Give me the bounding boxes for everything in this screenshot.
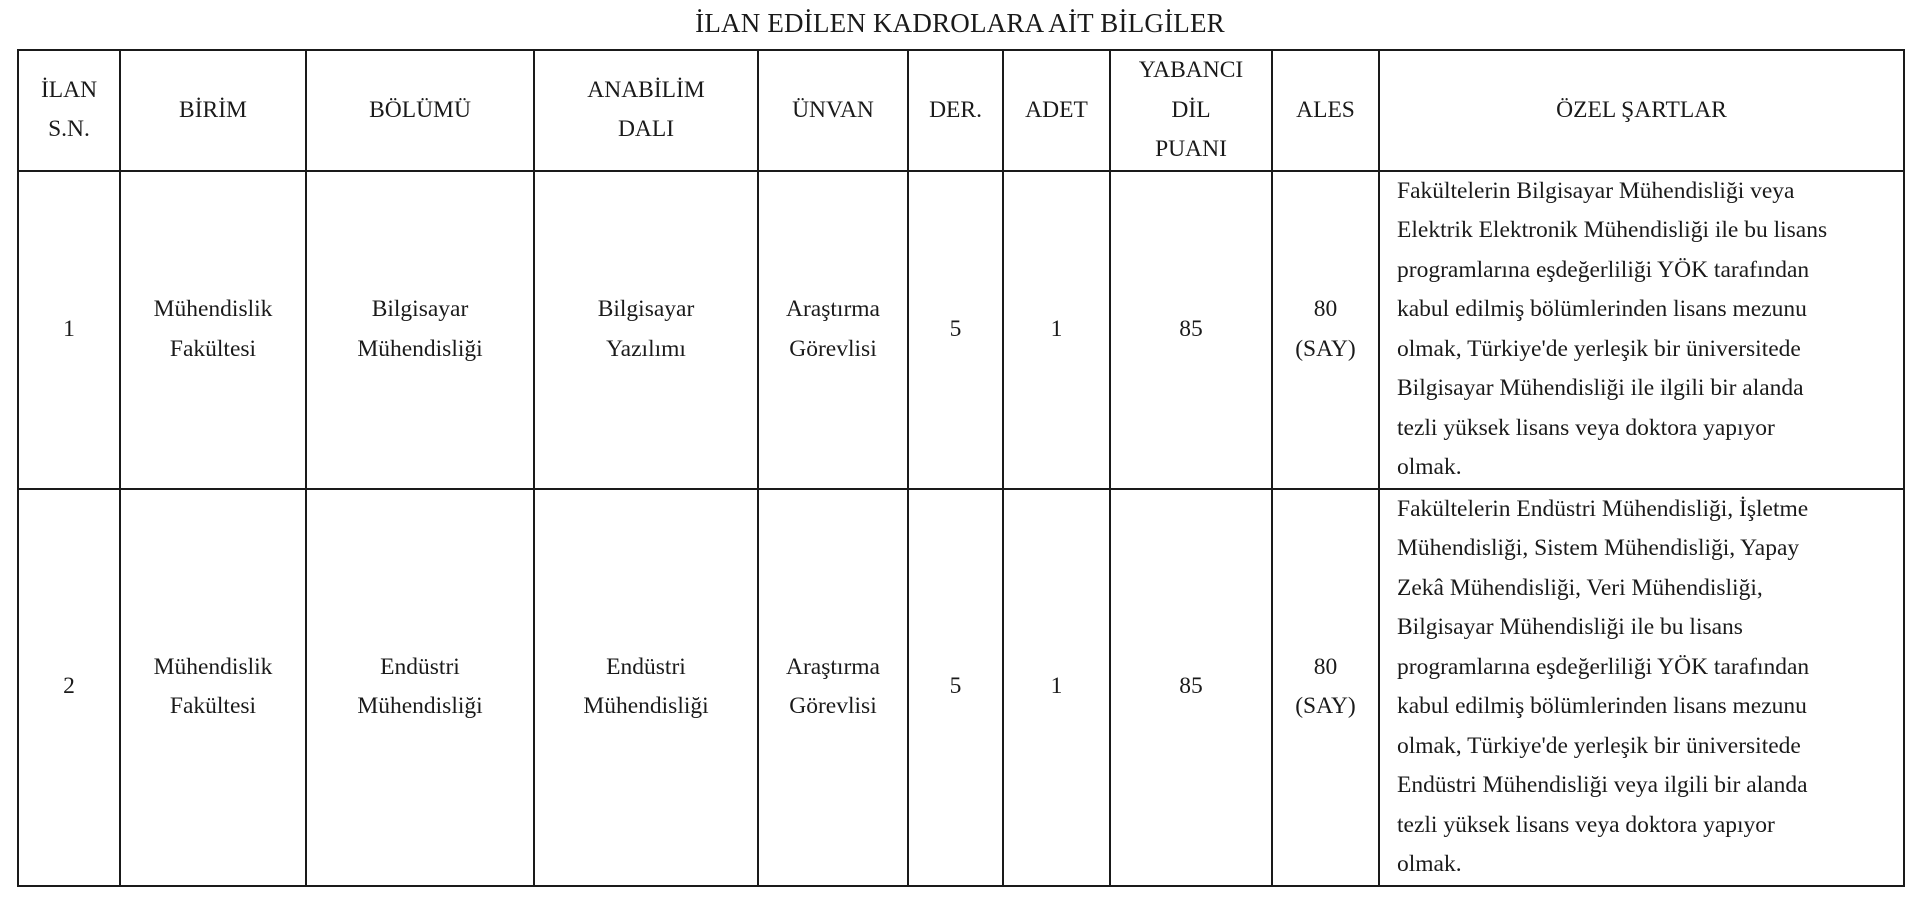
cell-unvan [758,171,908,489]
cell-line: Görevlisi [789,335,877,362]
cell-sartlar [1379,171,1904,489]
header-birim: BİRİM [120,50,306,171]
condition-line: Endüstri Mühendisliği veya ilgili bir alanda [1397,772,1808,798]
header-ales: ALES [1272,50,1379,171]
condition-line: olmak, Türkiye'de yerleşik bir üniversitede [1397,732,1801,759]
cell-sn: 1 [18,171,120,489]
cell-line: (SAY) [1295,693,1356,719]
cell-line: Araştırma [786,296,880,322]
table-header-row [18,50,1904,171]
condition-line: programlarına eşdeğerliliği YÖK tarafından [1397,653,1810,680]
condition-line: Fakültelerin Bilgisayar Mühendisliği veya [1397,177,1795,204]
header-der: DER. [908,50,1003,171]
header-unvan: ÜNVAN [758,50,908,171]
cell-line: Yazılımı [606,335,686,362]
condition-line: Elektrik Elektronik Mühendisliği ile bu lisans [1397,217,1828,243]
condition-line: Zekâ Mühendisliği, Veri Mühendisliği, [1397,574,1763,601]
cell-der: 5 [908,489,1003,886]
condition-line: tezli yüksek lisans veya doktora yapıyor [1397,811,1775,838]
table-row [18,489,1904,886]
header-anabilim-line2: DALI [617,116,675,143]
condition-line: kabul edilmiş bölümlerinden lisans mezunu [1397,693,1807,719]
cell-line: Mühendislik [153,653,273,680]
condition-line: programlarına eşdeğerliliği YÖK tarafından [1397,256,1810,283]
header-dil-line1: YABANCI [1138,57,1244,83]
header-sn-line2: S.N. [48,116,90,143]
cell-ales [1272,171,1379,489]
cell-adet: 1 [1003,489,1110,886]
positions-table [17,49,1905,887]
cell-line: Bilgisayar [597,296,695,322]
cell-line: Endüstri [606,653,686,680]
cell-anabilim [534,171,758,489]
header-anabilim [534,50,758,171]
cell-birim [120,171,306,489]
condition-line: Fakültelerin Endüstri Mühendisliği, İşletme [1397,495,1809,522]
cell-bolum [306,171,534,489]
cell-line: Mühendislik [153,296,273,322]
document-title: İLAN EDİLEN KADROLARA AİT BİLGİLER [695,8,1225,38]
cell-line: Araştırma [786,653,880,680]
condition-line: olmak. [1397,454,1462,480]
cell-anabilim [534,489,758,886]
cell-adet: 1 [1003,171,1110,489]
header-dil-line2: DİL [1171,96,1211,123]
cell-line: 80 [1313,296,1338,322]
cell-line: Bilgisayar [371,296,469,322]
cell-der: 5 [908,171,1003,489]
header-bolum: BÖLÜMÜ [306,50,534,171]
cell-unvan [758,489,908,886]
cell-line: Mühendisliği [357,693,483,719]
cell-line: 80 [1313,653,1338,680]
header-dil-line3: PUANI [1155,136,1227,162]
cell-ales [1272,489,1379,886]
cell-line: Endüstri [380,653,460,680]
header-adet: ADET [1003,50,1110,171]
condition-line: Mühendisliği, Sistem Mühendisliği, Yapay [1397,535,1800,561]
condition-line: Bilgisayar Mühendisliği ile ilgili bir alanda [1397,375,1804,401]
cell-line: Fakültesi [169,693,257,719]
condition-line: kabul edilmiş bölümlerinden lisans mezunu [1397,296,1807,322]
condition-line: olmak. [1397,851,1462,877]
cell-sn: 2 [18,489,120,886]
cell-bolum [306,489,534,886]
condition-line: Bilgisayar Mühendisliği ile bu lisans [1397,614,1743,640]
cell-dil: 85 [1110,489,1272,886]
cell-line: Fakültesi [169,335,257,362]
condition-line: tezli yüksek lisans veya doktora yapıyor [1397,414,1775,441]
header-sartlar: ÖZEL ŞARTLAR [1379,50,1904,171]
cell-line: (SAY) [1295,335,1356,362]
header-dil [1110,50,1272,171]
cell-line: Mühendisliği [357,335,483,362]
condition-line: olmak, Türkiye'de yerleşik bir üniversitede [1397,335,1801,362]
cell-dil: 85 [1110,171,1272,489]
table-row [18,171,1904,489]
header-sn [18,50,120,171]
cell-line: Mühendisliği [583,693,709,719]
cell-line: Görevlisi [789,693,877,719]
cell-birim [120,489,306,886]
header-anabilim-line1: ANABİLİM [587,76,705,103]
header-sn-line1: İLAN [40,76,98,103]
cell-sartlar [1379,489,1904,886]
